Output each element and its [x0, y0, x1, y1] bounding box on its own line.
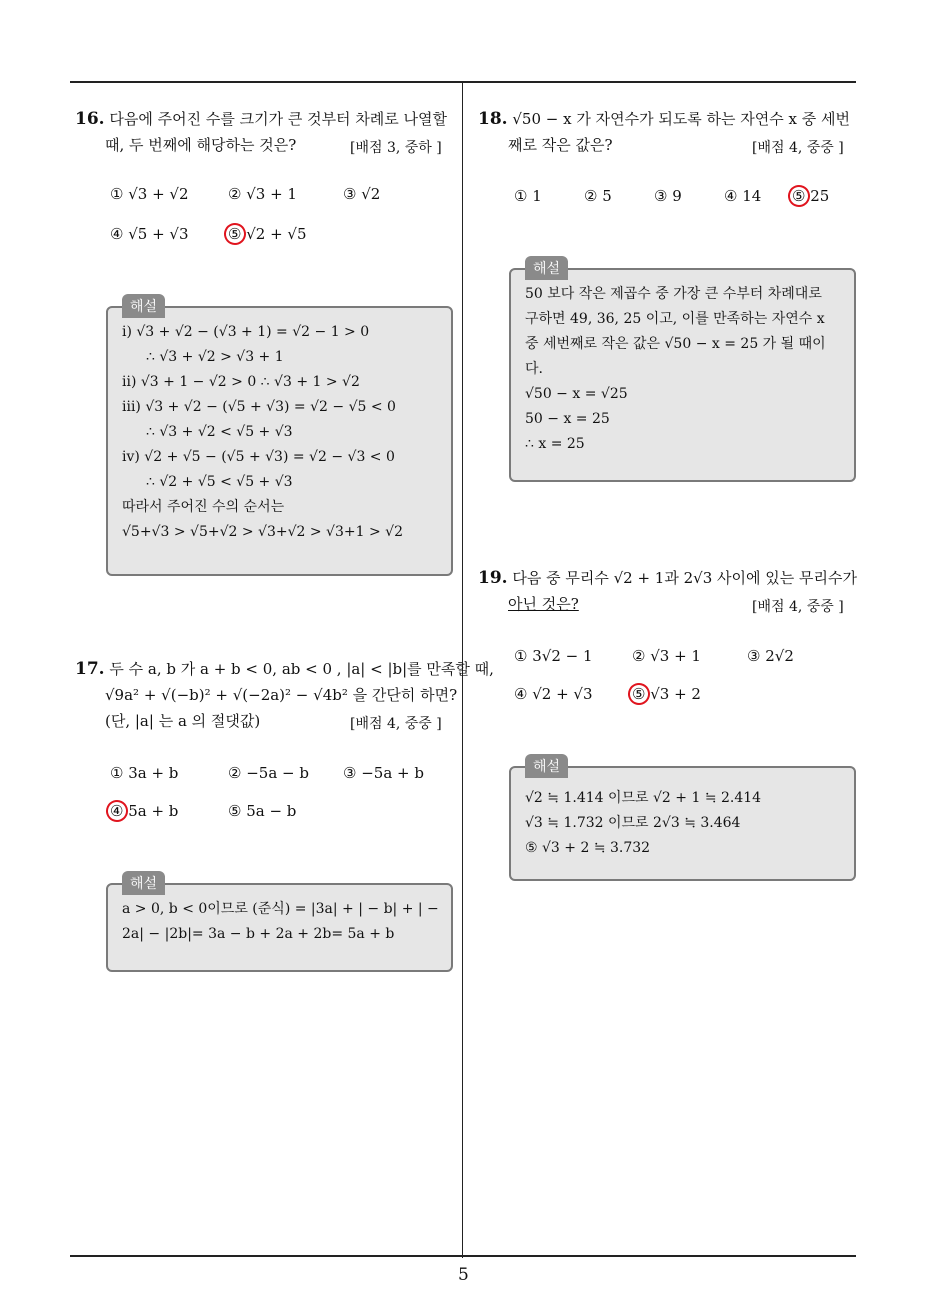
solution-line: 50 보다 작은 제곱수 중 가장 큰 수부터 차례대로 [525, 286, 822, 302]
solution-tab: 해설 [525, 754, 568, 778]
solution-line: 중 세번째로 작은 값은 √50 − x = 25 가 될 때이 [525, 336, 826, 352]
solution-line: ⑤ √3 + 2 ≒ 3.732 [525, 840, 651, 856]
top-rule [70, 81, 856, 83]
question-text-line3: (단, |a| 는 a 의 절댓값) [105, 712, 261, 730]
choice-3[interactable]: ③ 9 [654, 187, 682, 205]
choice-5[interactable]: ⑤ 5a − b [228, 802, 297, 820]
choice-5[interactable]: ⑤ √3 + 2 [632, 685, 701, 703]
question-number: 18. [478, 109, 508, 129]
solution-tab: 해설 [122, 294, 165, 318]
choice-3[interactable]: ③ −5a + b [343, 764, 424, 782]
question-16-meta: [배점 3, 중하 ] [350, 140, 442, 156]
solution-line: 다. [525, 361, 543, 377]
choice-2[interactable]: ② −5a − b [228, 764, 309, 782]
choice-5[interactable]: ⑤ √2 + √5 [228, 225, 307, 243]
question-text-line2: 때, 두 번째에 해당하는 것은? [105, 136, 297, 154]
solution-box-19 [509, 759, 856, 881]
solution-box-17 [106, 876, 453, 972]
question-text-line2: √9a² + √(−b)² + √(−2a)² − √4b² 을 간단히 하면? [105, 686, 458, 704]
question-number: 17. [75, 659, 105, 679]
choice-2[interactable]: ② √3 + 1 [228, 185, 297, 203]
choice-2[interactable]: ② 5 [584, 187, 612, 205]
question-text-line1: √50 − x 가 자연수가 되도록 하는 자연수 x 중 세번 [512, 110, 851, 128]
solution-line: ∴ √3 + √2 > √3 + 1 [146, 349, 284, 365]
question-number: 19. [478, 568, 508, 588]
solution-box-18 [509, 261, 856, 482]
question-17-choices [110, 764, 460, 824]
solution-line: ⅱ) √3 + 1 − √2 > 0 ∴ √3 + 1 > √2 [122, 374, 360, 390]
question-16-choices [110, 185, 460, 245]
solution-line: ∴ √2 + √5 < √5 + √3 [146, 474, 293, 490]
question-19-choices [514, 647, 854, 707]
solution-line: ∴ √3 + √2 < √5 + √3 [146, 424, 293, 440]
choice-5[interactable]: ⑤ 25 [792, 187, 830, 205]
question-text-line2: 아닌 것은? [508, 595, 579, 613]
solution-box-16 [106, 299, 453, 576]
choice-4[interactable]: ④ 5a + b [110, 802, 179, 820]
solution-line: 50 − x = 25 [525, 411, 610, 427]
question-text-line1: 다음에 주어진 수를 크기가 큰 것부터 차례로 나열할 [109, 110, 448, 128]
solution-line: ⅰ) √3 + √2 − (√3 + 1) = √2 − 1 > 0 [122, 324, 370, 340]
question-17-meta: [배점 4, 중중 ] [350, 716, 442, 732]
question-18-meta: [배점 4, 중중 ] [752, 140, 844, 156]
choice-3[interactable]: ③ 2√2 [747, 647, 794, 665]
choice-1[interactable]: ① √3 + √2 [110, 185, 189, 203]
choice-4[interactable]: ④ 14 [724, 187, 762, 205]
solution-line: √50 − x = √25 [525, 386, 628, 402]
solution-line: ⅳ) √2 + √5 − (√5 + √3) = √2 − √3 < 0 [122, 449, 395, 465]
choice-2[interactable]: ② √3 + 1 [632, 647, 701, 665]
bottom-rule [70, 1255, 856, 1257]
solution-content [122, 897, 441, 947]
choice-1[interactable]: ① 3√2 − 1 [514, 647, 593, 665]
question-text-line1: 다음 중 무리수 √2 + 1과 2√3 사이에 있는 무리수가 [512, 569, 857, 587]
solution-tab: 해설 [525, 256, 568, 280]
solution-line: ⅲ) √3 + √2 − (√5 + √3) = √2 − √5 < 0 [122, 399, 396, 415]
solution-tab: 해설 [122, 871, 165, 895]
solution-line: √3 ≒ 1.732 이므로 2√3 ≒ 3.464 [525, 815, 741, 831]
choice-3[interactable]: ③ √2 [343, 185, 381, 203]
solution-line: a > 0, b < 0이므로 (준식) = |3a| + | − b| + | − [122, 901, 439, 917]
choice-4[interactable]: ④ √2 + √3 [514, 685, 593, 703]
page-number: 5 [458, 1265, 469, 1285]
solution-line: ∴ x = 25 [525, 436, 585, 452]
question-18-choices [514, 187, 854, 217]
question-19-meta: [배점 4, 중중 ] [752, 599, 844, 615]
solution-line: 2a| − |2b|= 3a − b + 2a + 2b= 5a + b [122, 926, 395, 942]
solution-line: 구하면 49, 36, 25 이고, 이를 만족하는 자연수 x [525, 311, 825, 327]
solution-line: √5+√3 > √5+√2 > √3+√2 > √3+1 > √2 [122, 524, 403, 540]
choice-4[interactable]: ④ √5 + √3 [110, 225, 189, 243]
choice-1[interactable]: ① 1 [514, 187, 542, 205]
solution-line: 따라서 주어진 수의 순서는 [122, 499, 285, 515]
solution-content [122, 320, 441, 545]
choice-1[interactable]: ① 3a + b [110, 764, 179, 782]
solution-content [525, 786, 844, 861]
solution-line: √2 ≒ 1.414 이므로 √2 + 1 ≒ 2.414 [525, 790, 762, 806]
question-text-line1: 두 수 a, b 가 a + b < 0, ab < 0 , |a| < |b|를 만족할 때, [109, 660, 494, 678]
question-number: 16. [75, 109, 105, 129]
question-text-line2: 째로 작은 값은? [508, 136, 613, 154]
solution-content [525, 282, 844, 457]
